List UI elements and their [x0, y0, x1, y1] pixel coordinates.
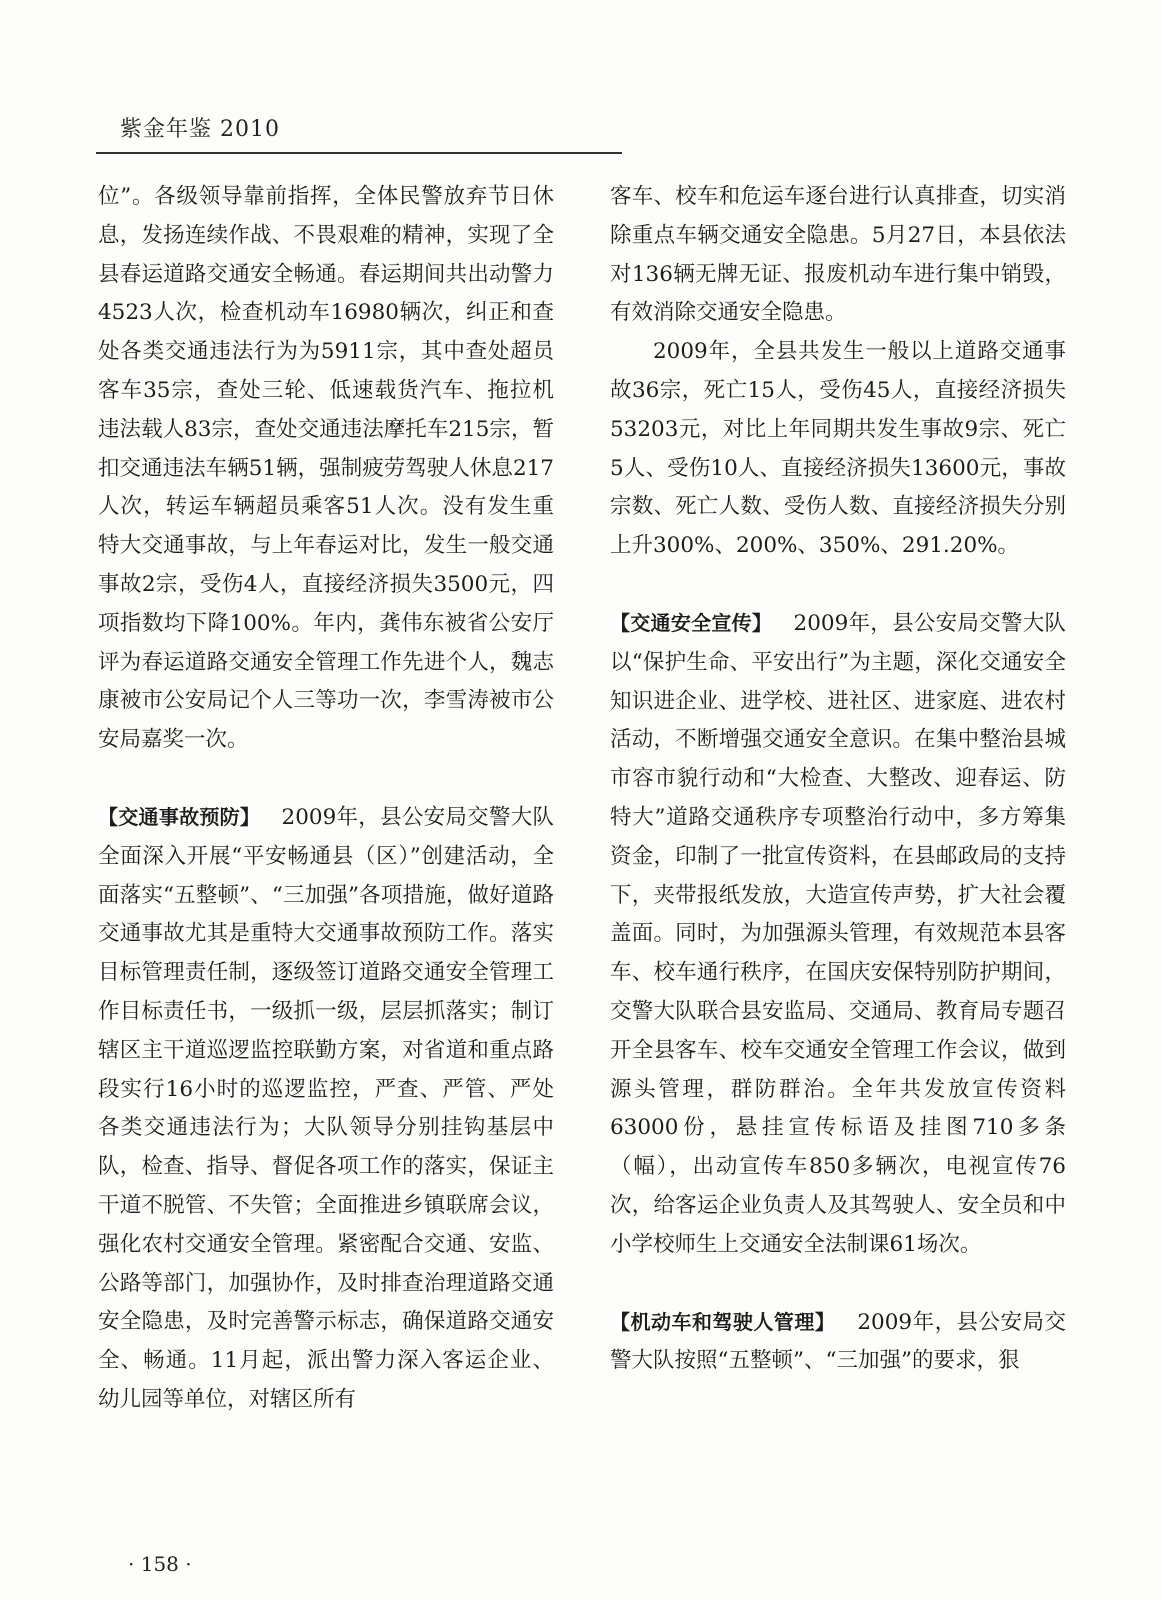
section-heading-vehicle-driver-management: 【机动车和驾驶人管理】 — [610, 1309, 836, 1334]
section-heading-safety-publicity: 【交通安全宣传】 — [610, 610, 773, 635]
left-column — [98, 178, 554, 1420]
paragraph-spring-transport: 位”。各级领导靠前指挥，全体民警放弃节日休息，发扬连续作战、不畏艰难的精神，实现了全县春运道路交通安全畅通。春运期间共出动警力4523人次，检查机动车16980辆次，纠正和查处各类交通违法行为为5911宗，其中查处超员客车35宗，查处三轮、低速载货汽车、拖拉机违法载人83宗，查处交通违法摩托车215宗，暂扣交通违法车辆51辆，强制疲劳驾驶人休息217人次，转运车辆超员乘客51人次。没有发生重特大交通事故，与上年春运对比，发生一般交通事故2宗，受伤4人，直接经济损失3500元，四项指数均下降100%。年内，龚伟东被省公安厅评为春运道路交通安全管理工作先进个人，魏志康被市公安局记个人三等功一次，李雪涛被市公安局嘉奖一次。 — [98, 184, 554, 753]
paragraph-vehicle-inspection: 客车、校车和危运车逐台进行认真排查，切实消除重点车辆交通安全隐患。5月27日，本县依法对136辆无牌无证、报废机动车进行集中销毁，有效消除交通安全隐患。 — [610, 184, 1066, 326]
section-heading-accident-prevention: 【交通事故预防】 — [98, 804, 261, 829]
paragraph-accident-statistics: 2009年，全县共发生一般以上道路交通事故36宗，死亡15人，受伤45人，直接经济损失53203元，对比上年同期共发生事故9宗、死亡5人、受伤10人、直接经济损失13600元，事故宗数、死亡人数、受伤人数、直接经济损失分别上升300%、200%、350%、291.20%。 — [610, 339, 1066, 559]
paragraph-accident-prevention — [98, 798, 554, 1420]
right-column — [610, 178, 1066, 1381]
paragraph-safety-publicity-text: 2009年，县公安局交警大队以“保护生命、平安出行”为主题，深化交通安全知识进企业、进学校、进社区、进家庭、进农村活动，不断增强交通安全意识。在集中整治县城市容市貌行动和“大检查、大整改、迎春运、防特大”道路交通秩序专项整治行动中，多方筹集资金，印制了一批宣传资料，在县邮政局的支持下，夹带报纸发放，大造宣传声势，扩大社会覆盖面。同时，为加强源头管理，有效规范本县客车、校车通行秩序，在国庆安保特别防护期间，交警大队联合县安监局、交通局、教育局专题召开全县客车、校车交通安全管理工作会议，做到源头管理，群防群治。全年共发放宣传资料63000份，悬挂宣传标语及挂图710多条（幅），出动宣传车850多辆次，电视宣传76次，给客运企业负责人及其驾驶人、安全员和中小学校师生上交通安全法制课61场次。 — [610, 610, 1066, 1257]
page-number: · 158 · — [128, 1552, 192, 1576]
paragraph-safety-publicity — [610, 604, 1066, 1265]
paragraph-vehicle-driver-management-text: 2009年，县公安局交警大队按照“五整顿”、“三加强”的要求，狠 — [610, 1309, 1067, 1374]
header-rule — [96, 152, 622, 154]
paragraph-accident-prevention-text: 2009年，县公安局交警大队全面深入开展“平安畅通县（区）”创建活动，全面落实“五整顿”、“三加强”各项措施，做好道路交通事故尤其是重特大交通事故预防工作。落实目标管理责任制，逐级签订道路交通安全管理工作目标责任书，一级抓一级，层层抓落实；制订辖区主干道巡逻监控联勤方案，对省道和重点路段实行16小时的巡逻监控，严查、严管、严处各类交通违法行为；大队领导分别挂钩基层中队，检查、指导、督促各项工作的落实，保证主干道不脱管、不失管；全面推进乡镇联席会议，强化农村交通安全管理。紧密配合交通、安监、公路等部门，加强协作，及时排查治理道路交通安全隐患，及时完善警示标志，确保道路交通安全、畅通。11月起，派出警力深入客运企业、幼儿园等单位，对辖区所有 — [98, 804, 554, 1412]
paragraph-vehicle-driver-management — [610, 1303, 1066, 1382]
running-header: 紫金年鉴 2010 — [120, 117, 280, 142]
